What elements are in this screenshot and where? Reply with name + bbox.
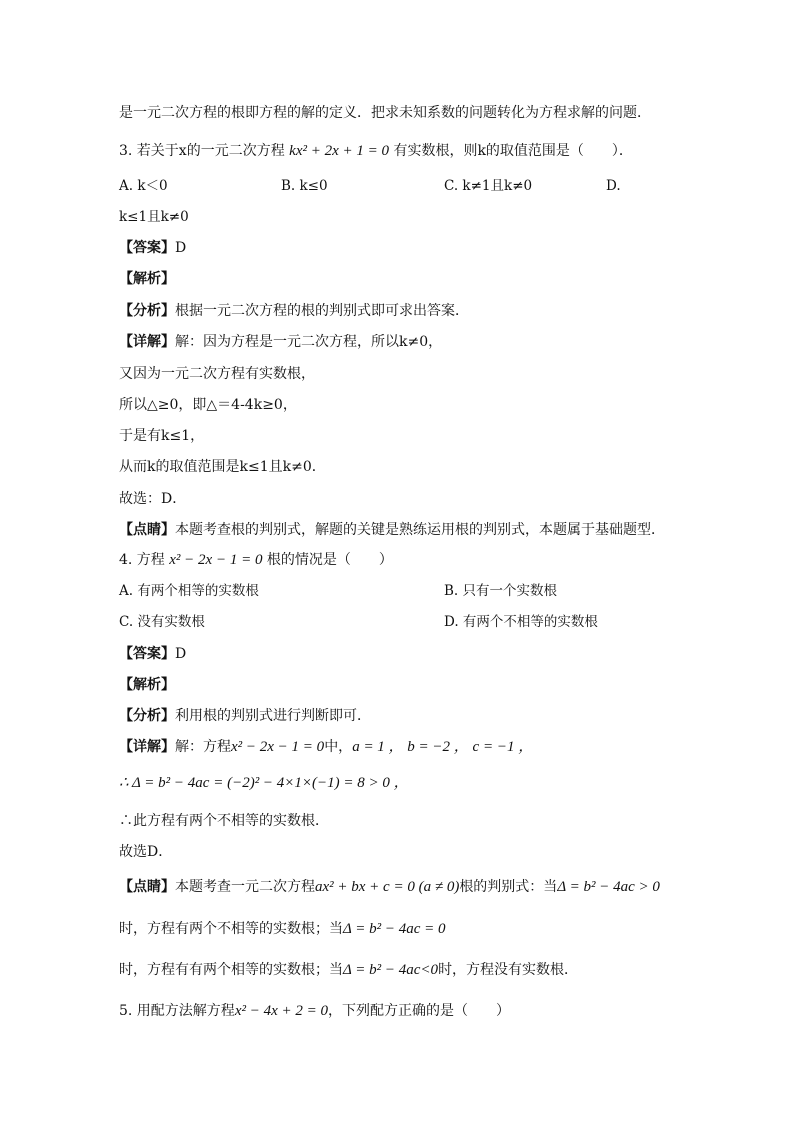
q3-prefix: 3. 若关于x的一元二次方程 [119, 143, 285, 159]
q3-step-2: 所以△≥0，即△＝4-4k≥0， [119, 397, 297, 413]
q4-prefix: 4. 方程 [119, 552, 165, 568]
comment-text: 本题考查一元二次方程 [175, 879, 315, 895]
q4-conclusion: ∴此方程有两个不相等的实数根． [119, 813, 329, 829]
comment-text: 本题考查根的判别式，解题的关键是熟练运用根的判别式，本题属于基础题型． [175, 522, 665, 538]
comment-text: 时，方程有有两个相等的实数根；当 [119, 962, 343, 978]
analysis-tag: 【分析】 [119, 708, 175, 724]
q4-comment-line-2 [119, 920, 446, 938]
comment-text: 时，方程有两个不相等的实数根；当 [119, 921, 343, 937]
comment-tag: 【点睛】 [119, 879, 175, 895]
q3-option-b: B. k≤0 [281, 178, 328, 194]
q4-answer [119, 645, 186, 663]
q3-comment [119, 521, 665, 539]
jiexi-tag: 【解析】 [119, 271, 175, 287]
q3-analysis [119, 302, 469, 320]
answer-tag: 【答案】 [119, 646, 175, 662]
q3-step-4: 从而k的取值范围是k≤1且k≠0． [119, 459, 326, 475]
q3-step-1: 又因为一元二次方程有实数根， [119, 366, 315, 382]
q4-suffix: 根的情况是（ ） [266, 552, 393, 568]
q4-option-b: B. 只有一个实数根 [444, 583, 558, 599]
q3-option-a: A. k＜0 [119, 178, 168, 194]
q4-option-c: C. 没有实数根 [119, 614, 205, 630]
q4-jiexi [119, 676, 175, 694]
q5-equation: x² − 4x + 2 = 0 [234, 1003, 328, 1019]
q4-discriminant-calc: ∴ Δ = b² − 4ac = (−2)² − 4×1×(−1) = 8 > 0 ， [119, 775, 409, 791]
q3-equation: kx² + 2x + 1 = 0 [289, 143, 389, 159]
comment-text-2: 根的判别式：当 [459, 879, 558, 895]
q4-choice: 故选D． [119, 844, 173, 860]
analysis-text: 根据一元二次方程的根的判别式即可求出答案． [175, 303, 469, 319]
jiexi-tag: 【解析】 [119, 677, 175, 693]
q4-option-d: D. 有两个不相等的实数根 [444, 614, 598, 630]
comment-equation: ax² + bx + c = 0 (a ≠ 0) [315, 879, 460, 895]
answer-value: D [175, 646, 187, 662]
q3-detail [119, 333, 442, 351]
detail-text: 解：方程 [175, 739, 231, 755]
analysis-tag: 【分析】 [119, 303, 175, 319]
comment-condition: Δ = b² − 4ac<0 [343, 962, 439, 978]
q3-suffix: 有实数根，则k的取值范围是（ ）． [393, 143, 633, 159]
q3-jiexi [119, 270, 175, 288]
q4-analysis [119, 707, 371, 725]
q3-step-5: 故选：D． [119, 491, 187, 507]
detail-tag: 【详解】 [119, 334, 175, 350]
answer-tag: 【答案】 [119, 240, 175, 256]
detail-coefficients: a = 1 ， b = −2 ， c = −1 ， [352, 739, 534, 755]
detail-text: 解：因为方程是一元二次方程，所以k≠0， [175, 334, 443, 350]
q4-equation: x² − 2x − 1 = 0 [169, 552, 263, 568]
q3-answer [119, 239, 186, 257]
answer-value: D [175, 240, 187, 256]
q4-stem [119, 551, 393, 569]
q4-comment [119, 878, 660, 896]
q4-comment-line-3 [119, 961, 578, 979]
intro-line: 是一元二次方程的根即方程的解的定义．把求未知系数的问题转化为方程求解的问题． [119, 105, 651, 121]
comment-condition: Δ = b² − 4ac = 0 [343, 921, 446, 937]
q4-detail [119, 738, 533, 756]
detail-text-2: 中， [324, 739, 353, 755]
q3-stem [119, 142, 633, 160]
q3-step-3: 于是有k≤1， [119, 428, 205, 444]
q3-option-d-text: k≤1且k≠0 [119, 209, 189, 225]
detail-tag: 【详解】 [119, 739, 175, 755]
analysis-text: 利用根的判别式进行判断即可． [175, 708, 371, 724]
comment-text-2: 时，方程没有实数根． [438, 962, 579, 978]
q5-prefix: 5. 用配方法解方程 [119, 1003, 235, 1019]
detail-equation: x² − 2x − 1 = 0 [231, 739, 325, 755]
q3-option-c: C. k≠1且k≠0 [444, 178, 533, 194]
comment-tag: 【点睛】 [119, 522, 175, 538]
comment-condition: Δ = b² − 4ac > 0 [557, 879, 660, 895]
q3-option-d: D. [606, 178, 621, 194]
q5-stem [119, 1002, 510, 1020]
q4-option-a: A. 有两个相等的实数根 [119, 583, 259, 599]
q5-suffix: ，下列配方正确的是（ ） [328, 1003, 510, 1019]
